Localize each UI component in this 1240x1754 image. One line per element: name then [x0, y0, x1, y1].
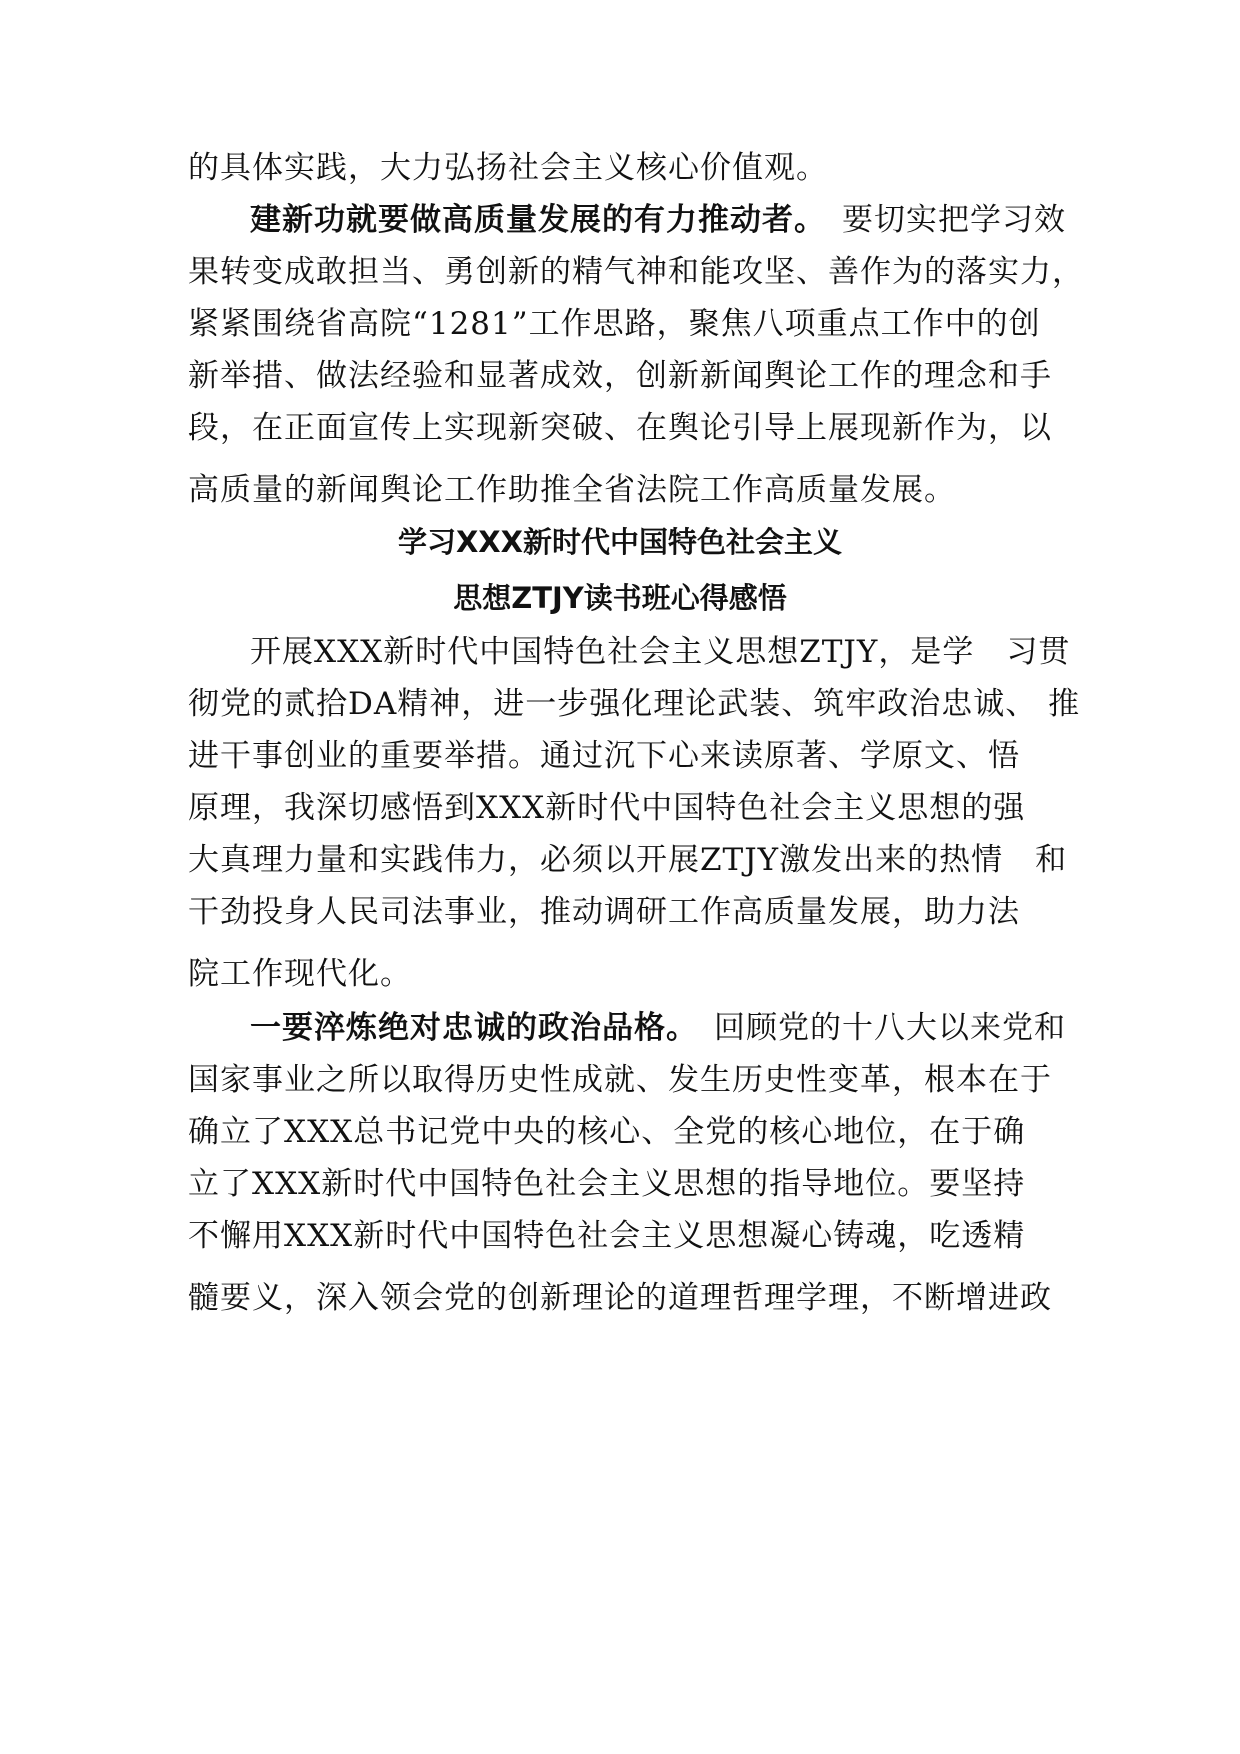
text-line: 原理，我深切感悟到XXX新时代中国特色社会主义思想的强: [188, 790, 1026, 826]
text-line: 的具体实践，大力弘扬社会主义核心价值观。: [188, 150, 828, 186]
paragraph-heading: 一要淬炼绝对忠诚的政治品格。: [250, 1010, 698, 1046]
text-line: 不懈用XXX新时代中国特色社会主义思想凝心铸魂，吃透精: [188, 1218, 1026, 1254]
text-line: 进干事创业的重要举措。通过沉下心来读原著、学原文、悟: [188, 738, 1020, 774]
text-line: 院工作现代化。: [188, 956, 412, 992]
text-line: 大真理力量和实践伟力，必须以开展ZTJY激发出来的热情 和: [188, 842, 1068, 878]
text-line: 确立了XXX总书记党中央的核心、全党的核心地位，在于确: [188, 1114, 1026, 1150]
section-title-line-1: 学习XXX新时代中国特色社会主义: [397, 525, 843, 559]
paragraph-text: 要切实把学习效: [842, 202, 1066, 238]
paragraph-text: 回顾党的十八大以来党和: [714, 1010, 1066, 1046]
text-line: 干劲投身人民司法事业，推动调研工作高质量发展，助力法: [188, 894, 1020, 930]
section-title-line-2: 思想ZTJY读书班心得感悟: [453, 581, 787, 615]
text-line: 紧紧围绕省高院“1281”工作思路，聚焦八项重点工作中的创: [188, 306, 1041, 342]
text-line: 彻党的贰拾DA精神，进一步强化理论武装、筑牢政治忠诚、 推: [188, 686, 1081, 722]
text-line: 段，在正面宣传上实现新突破、在舆论引导上展现新作为，以: [188, 410, 1052, 446]
text-line: 国家事业之所以取得历史性成就、发生历史性变革，根本在于: [188, 1062, 1052, 1098]
paragraph-first-line: [250, 200, 1066, 240]
text-line: 立了XXX新时代中国特色社会主义思想的指导地位。要坚持: [188, 1166, 1026, 1202]
paragraph-first-line: [250, 1008, 1066, 1048]
text-line: 开展XXX新时代中国特色社会主义思想ZTJY，是学 习贯: [250, 634, 1071, 670]
paragraph-heading: 建新功就要做高质量发展的有力推动者。: [250, 202, 826, 238]
text-line: 新举措、做法经验和显著成效，创新新闻舆论工作的理念和手: [188, 358, 1052, 394]
text-line: 高质量的新闻舆论工作助推全省法院工作高质量发展。: [188, 472, 956, 508]
text-line: 果转变成敢担当、勇创新的精气神和能攻坚、善作为的落实力，: [188, 254, 1084, 290]
text-line: 髓要义，深入领会党的创新理论的道理哲理学理，不断增进政: [188, 1280, 1052, 1316]
